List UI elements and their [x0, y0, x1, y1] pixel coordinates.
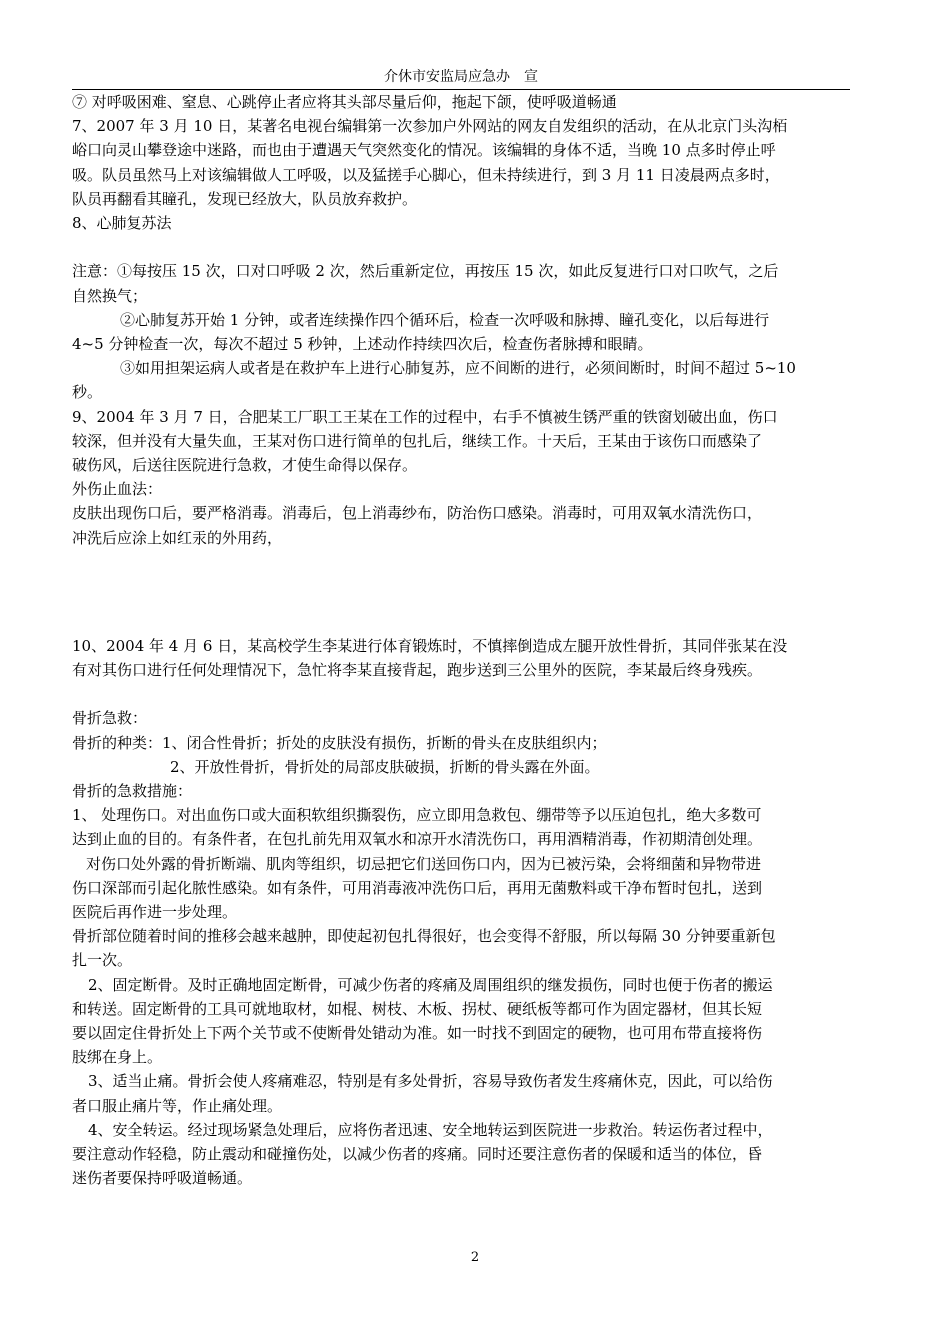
- text-line: 骨折部位随着时间的推移会越来越肿，即使起初包扎得很好，也会变得不舒服，所以每隔 30 分钟要重新包: [72, 927, 776, 946]
- text-line: 扎一次。: [72, 951, 133, 970]
- text-line: 皮肤出现伤口后，要严格消毒。消毒后，包上消毒纱布，防治伤口感染。消毒时，可用双氧水清洗伤口，: [72, 504, 763, 523]
- text-line: 迷伤者要保持呼吸道畅通。: [72, 1169, 253, 1188]
- section-heading: 骨折急救：: [72, 709, 148, 728]
- text-line: 9、2004 年 3 月 7 日，合肥某工厂职工王某在工作的过程中，右手不慎被生锈严重的铁窗划破出血，伤口: [72, 407, 778, 426]
- text-line: 2、固定断骨。及时正确地固定断骨，可减少伤者的疼痛及周围组织的继发损伤，同时也便于伤者的搬运: [88, 975, 773, 994]
- text-line: 达到止血的目的。有条件者，在包扎前先用双氧水和凉开水清洗伤口，再用酒精消毒，作初期清创处理。: [72, 830, 763, 849]
- text-line: 注意：①每按压 15 次，口对口呼吸 2 次，然后重新定位，再按压 15 次，如此反复进行口对口吹气，之后: [72, 262, 779, 281]
- blank-line: [72, 682, 852, 706]
- text-line: 4~5 分钟检查一次，每次不超过 5 秒钟，上述动作持续四次后，检查伤者脉搏和眼睛。: [72, 335, 653, 354]
- text-line: ②心肺复苏开始 1 分钟，或者连续操作四个循环后，检查一次呼吸和脉搏、瞳孔变化，以后每进行: [120, 310, 770, 329]
- text-line: 和转送。固定断骨的工具可就地取材，如棍、树枝、木板、拐杖、硬纸板等都可作为固定器材，但其长短: [72, 999, 763, 1018]
- text-line: 要注意动作轻稳，防止震动和碰撞伤处，以减少伤者的疼痛。同时还要注意伤者的保暖和适当的体位，昏: [72, 1145, 763, 1164]
- text-line: 7、2007 年 3 月 10 日，某著名电视台编辑第一次参加户外网站的网友自发组织的活动，在从北京门头沟栢: [72, 117, 788, 136]
- text-line: 冲洗后应涂上如红汞的外用药，: [72, 528, 283, 547]
- text-line: 医院后再作进一步处理。: [72, 903, 238, 922]
- document-body: [72, 90, 852, 1191]
- text-line: 破伤风，后送往医院进行急救，才使生命得以保存。: [72, 456, 418, 475]
- text-line: ③如用担架运病人或者是在救护车上进行心肺复苏，应不间断的进行，必须间断时，时间不超过 5~10: [120, 359, 796, 378]
- text-line: 4、安全转运。经过现场紧急处理后，应将伤者迅速、安全地转运到医院进一步救治。转运伤者过程中，: [88, 1120, 773, 1139]
- section-heading: 8、心肺复苏法: [72, 214, 172, 233]
- text-line: 肢绑在身上。: [72, 1048, 163, 1067]
- text-line: ⑦ 对呼吸困难、窒息、心跳停止者应将其头部尽量后仰，拖起下颌，使呼吸道畅通: [72, 93, 617, 111]
- text-line: 者口服止痛片等，作止痛处理。: [72, 1096, 283, 1115]
- text-line: 2、开放性骨折，骨折处的局部皮肤破损，折断的骨头露在外面。: [170, 757, 600, 776]
- text-line: 峪口向灵山攀登途中迷路，而也由于遭遇天气突然变化的情况。该编辑的身体不适，当晚 10 点多时停止呼: [72, 141, 776, 160]
- text-line: 秒。: [72, 383, 103, 402]
- text-line: 10、2004 年 4 月 6 日，某高校学生李某进行体育锻炼时，不慎摔倒造成左腿开放性骨折，其同伴张某在没: [72, 636, 788, 655]
- text-line: 自然换气；: [72, 286, 148, 305]
- text-line: 1、 处理伤口。对出血伤口或大面积软组织撕裂伤，应立即用急救包、绷带等予以压迫包扎，绝大多数可: [72, 806, 762, 825]
- section-heading: 骨折的急救措施：: [72, 782, 193, 801]
- text-line: 队员再翻看其瞳孔，发现已经放大，队员放弃救护。: [72, 189, 418, 208]
- section-heading: 外伤止血法：: [72, 480, 163, 499]
- page-header: 介休市安监局应急办 宣: [72, 65, 850, 90]
- text-line: 骨折的种类：1、闭合性骨折；折处的皮肤没有损伤，折断的骨头在皮肤组织内；: [72, 733, 607, 752]
- text-line: 吸。队员虽然马上对该编辑做人工呼吸，以及猛搓手心脚心，但未持续进行，到 3 月 11 日凌晨两点多时，: [72, 165, 780, 184]
- text-line: 要以固定住骨折处上下两个关节或不使断骨处错动为准。如一时找不到固定的硬物，也可用布带直接将伤: [72, 1024, 763, 1043]
- blank-line: [72, 235, 852, 259]
- text-line: 对伤口处外露的骨折断端、肌肉等组织，切忌把它们送回伤口内，因为已被污染，会将细菌和异物带进: [86, 854, 762, 873]
- text-line: 伤口深部而引起化脓性感染。如有条件，可用消毒液冲洗伤口后，再用无菌敷料或干净布暂时包扎，送到: [72, 878, 763, 897]
- text-line: 3、适当止痛。骨折会使人疼痛难忍，特别是有多处骨折，容易导致伤者发生疼痛休克，因此，可以给伤: [88, 1072, 773, 1091]
- page-number: 2: [470, 1250, 480, 1265]
- blank-space: [72, 550, 852, 634]
- text-line: 有对其伤口进行任何处理情况下，急忙将李某直接背起，跑步送到三公里外的医院，李某最后终身残疾。: [72, 661, 763, 680]
- text-line: 较深，但并没有大量失血，王某对伤口进行简单的包扎后，继续工作。十天后，王某由于该伤口而感染了: [72, 431, 763, 450]
